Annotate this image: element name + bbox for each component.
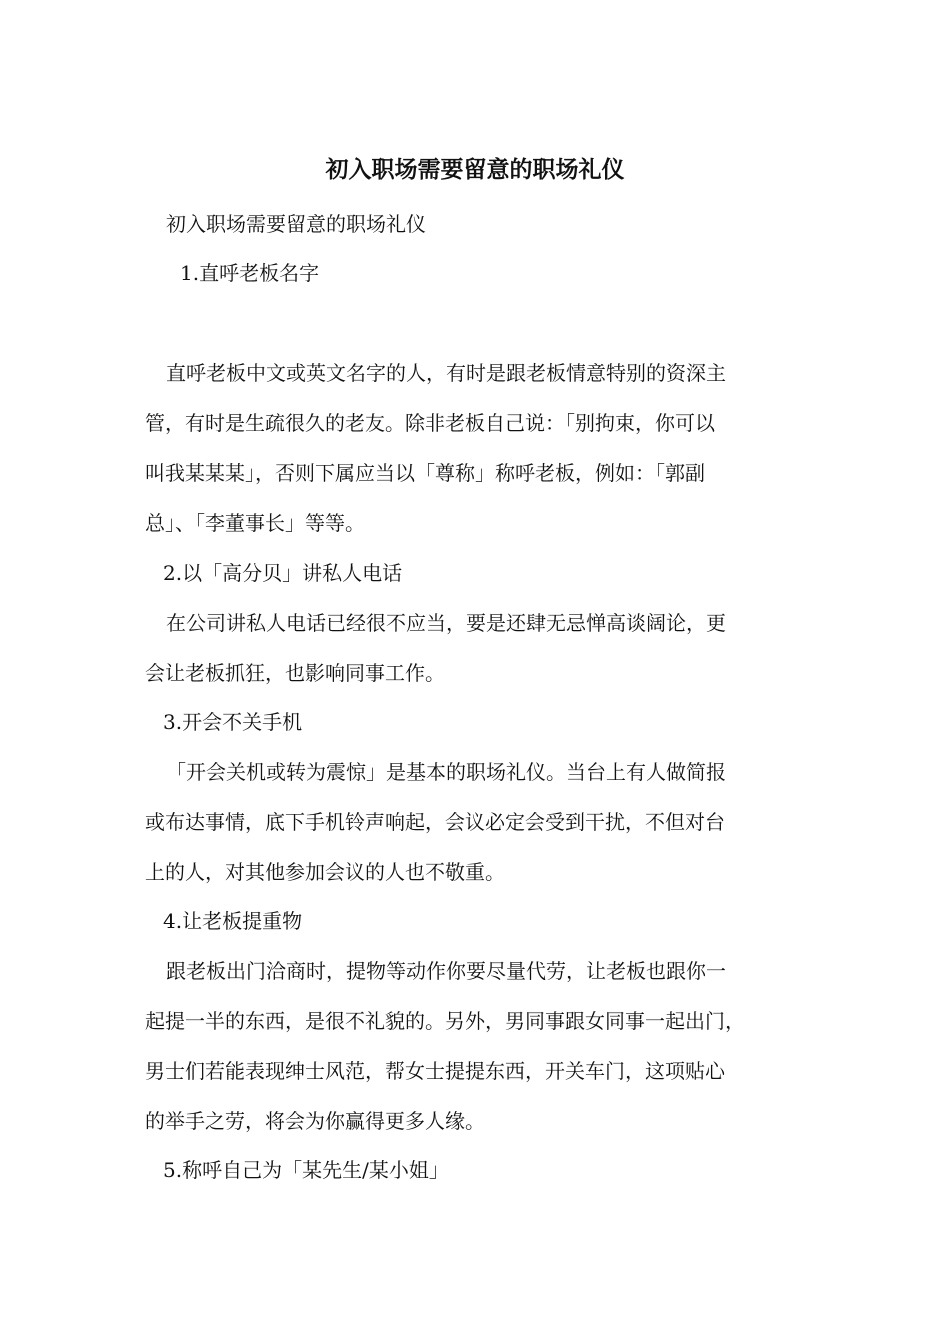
paragraph-line: 上的人，对其他参加会议的人也不敬重。 [145, 860, 505, 884]
section-heading-2: 2.以「高分贝」讲私人电话 [163, 561, 403, 585]
paragraph-line: 叫我某某某」，否则下属应当以「尊称」称呼老板，例如：「郭副 [145, 461, 705, 485]
paragraph-line: 的举手之劳，将会为你赢得更多人缘。 [145, 1109, 485, 1133]
paragraph-line: 在公司讲私人电话已经很不应当，要是还肆无忌惮高谈阔论，更 [166, 611, 726, 635]
paragraph-line: 「开会关机或转为震惊」是基本的职场礼仪。当台上有人做简报 [166, 760, 726, 784]
paragraph-line: 会让老板抓狂，也影响同事工作。 [145, 661, 445, 685]
section-heading-4: 4.让老板提重物 [163, 909, 303, 933]
paragraph-line: 跟老板出门洽商时，提物等动作你要尽量代劳，让老板也跟你一 [166, 959, 726, 983]
section-heading-3: 3.开会不关手机 [163, 710, 303, 734]
document-title: 初入职场需要留意的职场礼仪 [325, 156, 625, 183]
paragraph-line: 起提一半的东西，是很不礼貌的。另外，男同事跟女同事一起出门， [145, 1009, 745, 1033]
section-heading-1: 1.直呼老板名字 [180, 261, 320, 285]
paragraph-line: 总」、「李董事长」等等。 [145, 511, 365, 535]
paragraph-line: 直呼老板中文或英文名字的人，有时是跟老板情意特别的资深主 [166, 361, 726, 385]
paragraph-line: 男士们若能表现绅士风范，帮女士提提东西，开关车门，这项贴心 [145, 1059, 725, 1083]
document-subtitle: 初入职场需要留意的职场礼仪 [166, 212, 426, 236]
section-heading-5: 5.称呼自己为「某先生/某小姐」 [163, 1158, 449, 1182]
paragraph-line: 管，有时是生疏很久的老友。除非老板自己说：「别拘束，你可以 [145, 411, 715, 435]
paragraph-line: 或布达事情，底下手机铃声响起，会议必定会受到干扰，不但对台 [145, 810, 725, 834]
